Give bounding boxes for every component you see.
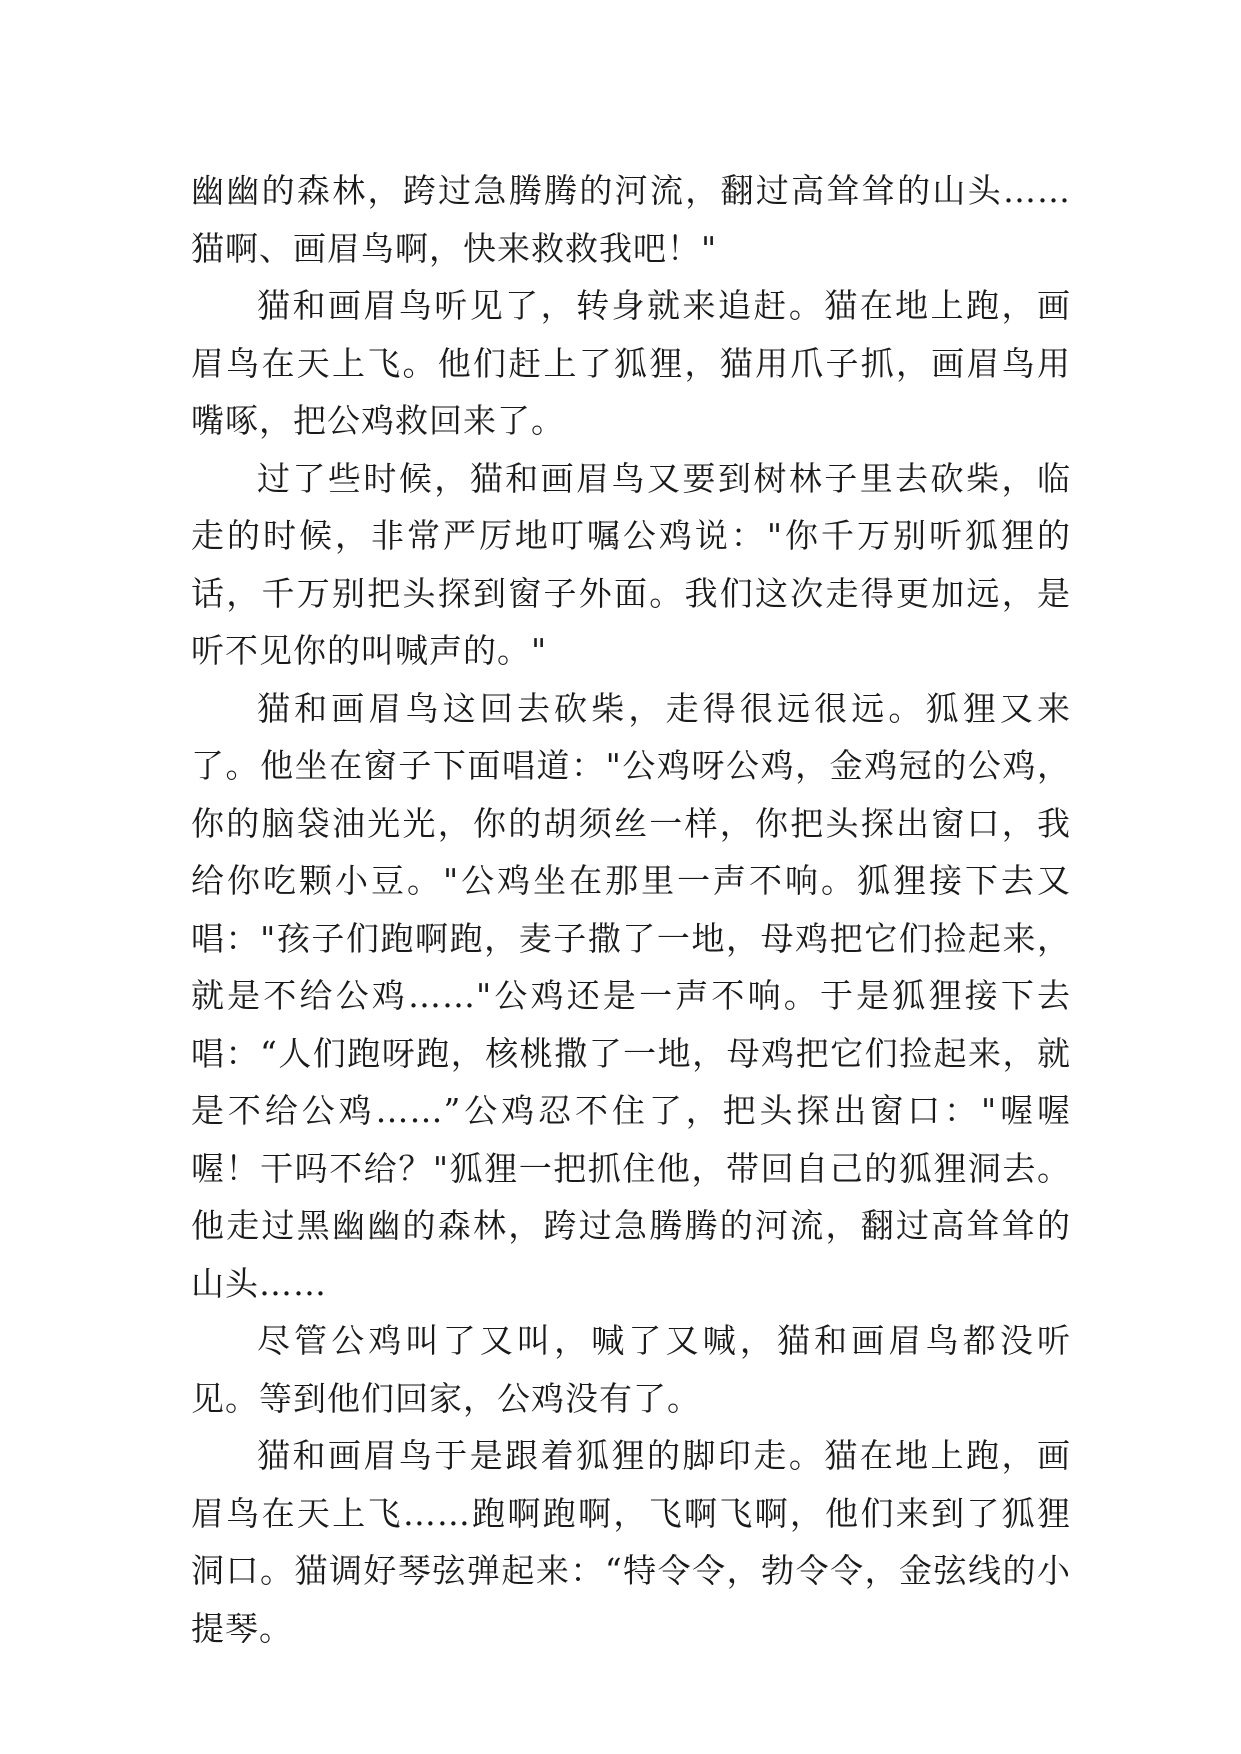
paragraph-2: 猫和画眉鸟听见了，转身就来追赶。猫在地上跑，画眉鸟在天上飞。他们赶上了狐狸，猫用爪子抓，画眉鸟用嘴啄，把公鸡救回来了。 (191, 286, 1071, 440)
story-text-body (191, 162, 1071, 1657)
paragraph-3: 过了些时候，猫和画眉鸟又要到树林子里去砍柴，临走的时候，非常严厉地叮嘱公鸡说："你千万别听狐狸的话，千万别把头探到窗子外面。我们这次走得更加远，是听不见你的叫喊声的。" (191, 458, 1071, 670)
paragraph-6: 猫和画眉鸟于是跟着狐狸的脚印走。猫在地上跑，画眉鸟在天上飞……跑啊跑啊，飞啊飞啊，他们来到了狐狸洞口。猫调好琴弦弹起来：“特令令，勃令令，金弦线的小提琴。 (191, 1436, 1071, 1648)
paragraph-5: 尽管公鸡叫了又叫，喊了又喊，猫和画眉鸟都没听见。等到他们回家，公鸡没有了。 (191, 1321, 1071, 1418)
paragraph-1: 幽幽的森林，跨过急腾腾的河流，翻过高耸耸的山头……猫啊、画眉鸟啊，快来救救我吧！" (191, 171, 1071, 268)
paragraph-4: 猫和画眉鸟这回去砍柴，走得很远很远。狐狸又来了。他坐在窗子下面唱道："公鸡呀公鸡，金鸡冠的公鸡，你的脑袋油光光，你的胡须丝一样，你把头探出窗口，我给你吃颗小豆。"公鸡坐在那里一声不响。狐狸接下去又唱："孩子们跑啊跑，麦子撒了一地，母鸡把它们捡起来，就是不给公鸡……"公鸡还是一声不响。于是狐狸接下去唱：“人们跑呀跑，核桃撒了一地，母鸡把它们捡起来，就是不给公鸡……”公鸡忍不住了，把头探出窗口："喔喔喔！干吗不给？"狐狸一把抓住他，带回自己的狐狸洞去。他走过黑幽幽的森林，跨过急腾腾的河流，翻过高耸耸的山头…… (191, 688, 1071, 1303)
